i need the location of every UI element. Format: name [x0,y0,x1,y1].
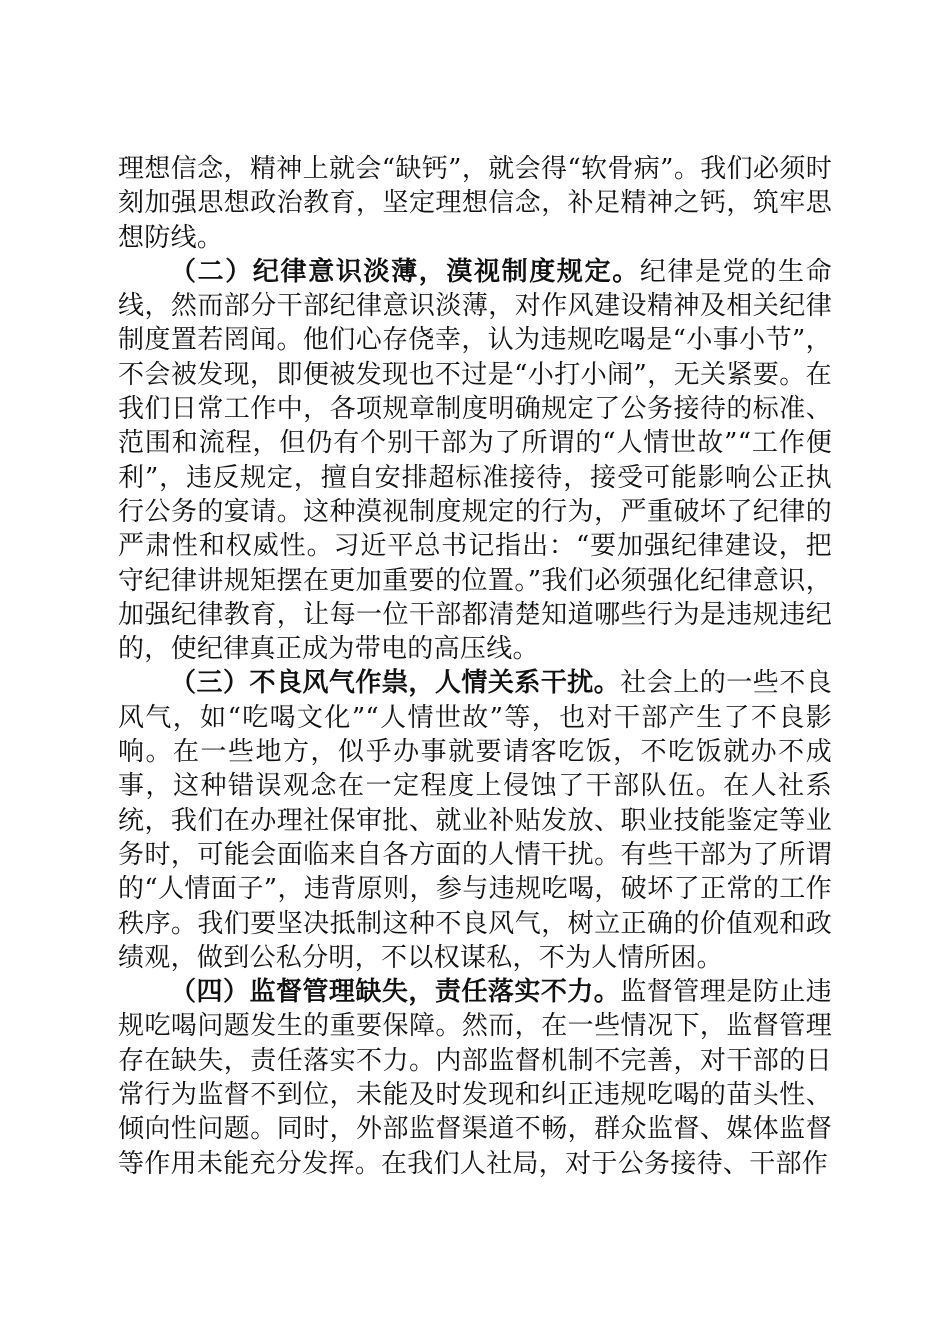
paragraph-bad-customs [118,666,832,975]
paragraph-text: 监督管理是防止违规吃喝问题发生的重要保障。然而，在一些情况下，监督管理存在缺失，责任落实不力。内部监督机制不完善，对干部的日常行为监督不到位，未能及时发现和纠正违规吃喝的苗头性、倾向性问题。同时，外部监督渠道不畅，群众监督、媒体监督等作用未能充分发挥。在我们人社局，对于公务接待、干部作 [118,977,832,1179]
paragraph-supervision [118,975,832,1181]
paragraph-heading: （二）纪律意识淡薄，漠视制度规定。 [170,256,640,287]
paragraph-discipline [118,255,832,667]
paragraph-heading: （三）不良风气作祟，人情关系干扰。 [170,668,621,699]
paragraph-text: 社会上的一些不良风气，如“吃喝文化”“人情世故”等，也对干部产生了不良影响。在一些地方，似乎办事就要请客吃饭，不吃饭就办不成事，这种错误观念在一定程度上侵蚀了干部队伍。在人社系统，我们在办理社保审批、就业补贴发放、职业技能鉴定等业务时，可能会面临来自各方面的人情干扰。有些干部为了所谓的“人情面子”，违背原则，参与违规吃喝，破坏了正常的工作秩序。我们要坚决抵制这种不良风气，树立正确的价值观和政绩观，做到公私分明，不以权谋私，不为人情所困。 [118,668,832,973]
paragraph-heading: （四）监督管理缺失，责任落实不力。 [170,977,621,1008]
paragraph-text: 纪律是党的生命线，然而部分干部纪律意识淡薄，对作风建设精神及相关纪律制度置若罔闻。他们心存侥幸，认为违规吃喝是“小事小节”，不会被发现，即便被发现也不过是“小打小闹”，无关紧要。在我们日常工作中，各项规章制度明确规定了公务接待的标准、范围和流程，但仍有个别干部为了所谓的“人情世故”“工作便利”，违反规定，擅自安排超标准接待，接受可能影响公正执行公务的宴请。这种漠视制度规定的行为，严重破坏了纪律的严肃性和权威性。习近平总书记指出：“要加强纪律建设，把守纪律讲规矩摆在更加重要的位置。”我们必须强化纪律意识，加强纪律教育，让每一位干部都清楚知道哪些行为是违规违纪的，使纪律真正成为带电的高压线。 [118,256,832,665]
paragraph-continuation [118,152,832,255]
paragraph-text: 理想信念，精神上就会“缺钙”，就会得“软骨病”。我们必须时刻加强思想政治教育，坚定理想信念，补足精神之钙，筑牢思想防线。 [118,154,832,253]
document-body [118,152,832,1181]
